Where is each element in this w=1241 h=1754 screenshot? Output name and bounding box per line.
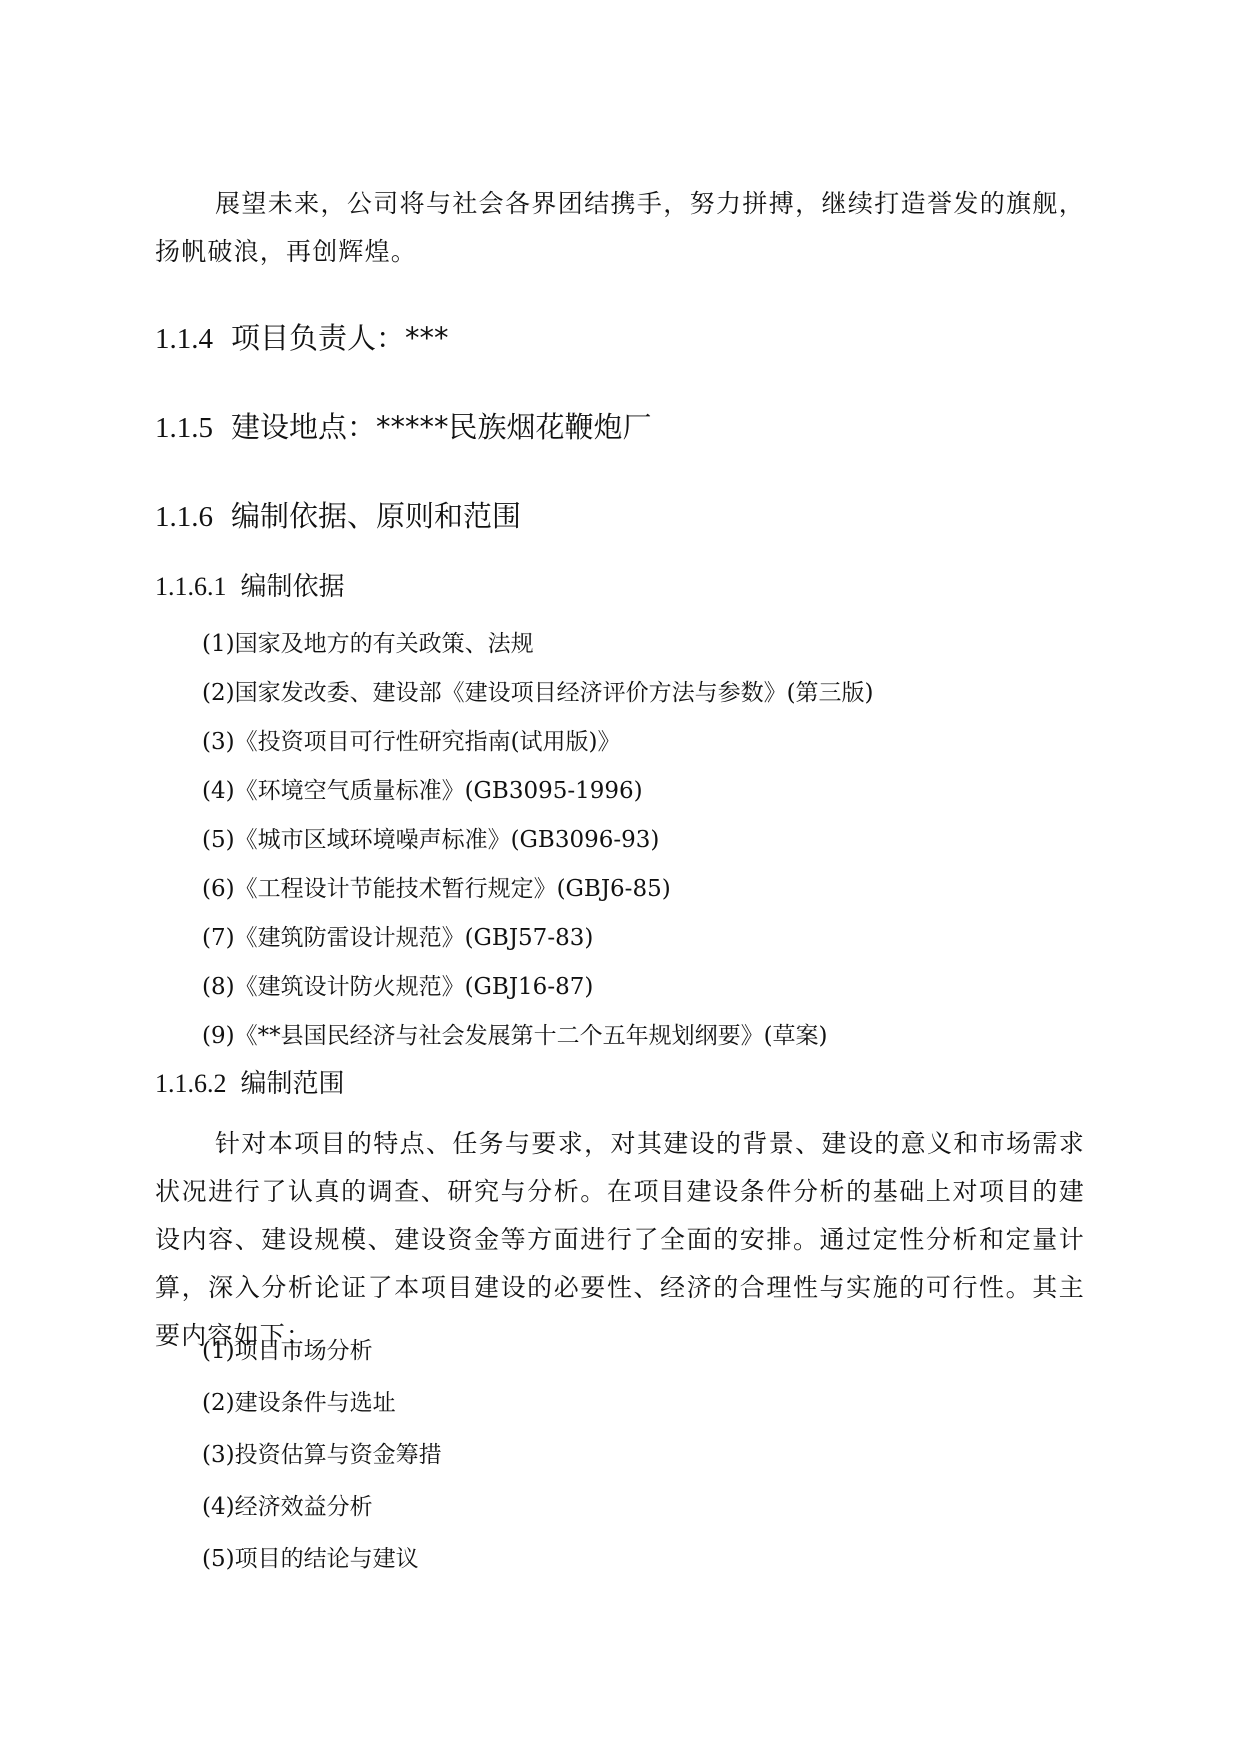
heading-1-1-6-2	[155, 1066, 345, 1102]
heading-number: 1.1.4	[155, 323, 213, 355]
basis-list	[202, 620, 874, 1061]
heading-1-1-5	[155, 407, 652, 448]
list-item: (7)《建筑防雷设计规范》(GBJ57-83)	[202, 925, 594, 951]
scope-paragraph: 针对本项目的特点、任务与要求，对其建设的背景、建设的意义和市场需求状况进行了认真的调查、研究与分析。在项目建设条件分析的基础上对项目的建设内容、建设规模、建设资金等方面进行了全面的安排。通过定性分析和定量计算，深入分析论证了本项目建设的必要性、经济的合理性与实施的可行性。其主要内容如下：	[155, 1129, 1085, 1350]
list-item: (2)建设条件与选址	[202, 1390, 396, 1416]
scope-list	[202, 1325, 442, 1585]
heading-1-1-6	[155, 496, 521, 537]
heading-1-1-6-1	[155, 569, 345, 605]
heading-number: 1.1.5	[155, 412, 213, 444]
list-item: (9)《**县国民经济与社会发展第十二个五年规划纲要》(草案)	[202, 1023, 828, 1049]
list-item: (3)《投资项目可行性研究指南(试用版)》	[202, 729, 621, 755]
heading-number: 1.1.6	[155, 501, 213, 533]
list-item: (8)《建筑设计防火规范》(GBJ16-87)	[202, 974, 594, 1000]
list-item: (4)经济效益分析	[202, 1494, 373, 1520]
list-item: (1)国家及地方的有关政策、法规	[202, 631, 534, 657]
list-item: (4)《环境空气质量标准》(GB3095-1996)	[202, 778, 643, 804]
list-item: (1)项目市场分析	[202, 1338, 373, 1364]
list-item: (2)国家发改委、建设部《建设项目经济评价方法与参数》(第三版)	[202, 680, 874, 706]
heading-number: 1.1.6.1	[155, 572, 227, 601]
heading-title: 编制依据	[240, 572, 345, 602]
heading-title: 项目负责人：***	[231, 321, 449, 355]
list-item: (6)《工程设计节能技术暂行规定》(GBJ6-85)	[202, 876, 671, 902]
heading-title: 编制依据、原则和范围	[231, 499, 522, 533]
heading-title: 建设地点：*****民族烟花鞭炮厂	[231, 410, 652, 444]
list-item: (5)《城市区域环境噪声标准》(GB3096-93)	[202, 827, 660, 853]
heading-1-1-4	[155, 318, 449, 359]
list-item: (5)项目的结论与建议	[202, 1546, 419, 1572]
intro-paragraph: 展望未来，公司将与社会各界团结携手，努力拼搏，继续打造誉发的旗舰，扬帆破浪，再创辉煌。	[155, 189, 1085, 266]
heading-title: 编制范围	[240, 1069, 345, 1099]
heading-number: 1.1.6.2	[155, 1069, 227, 1098]
list-item: (3)投资估算与资金筹措	[202, 1442, 442, 1468]
